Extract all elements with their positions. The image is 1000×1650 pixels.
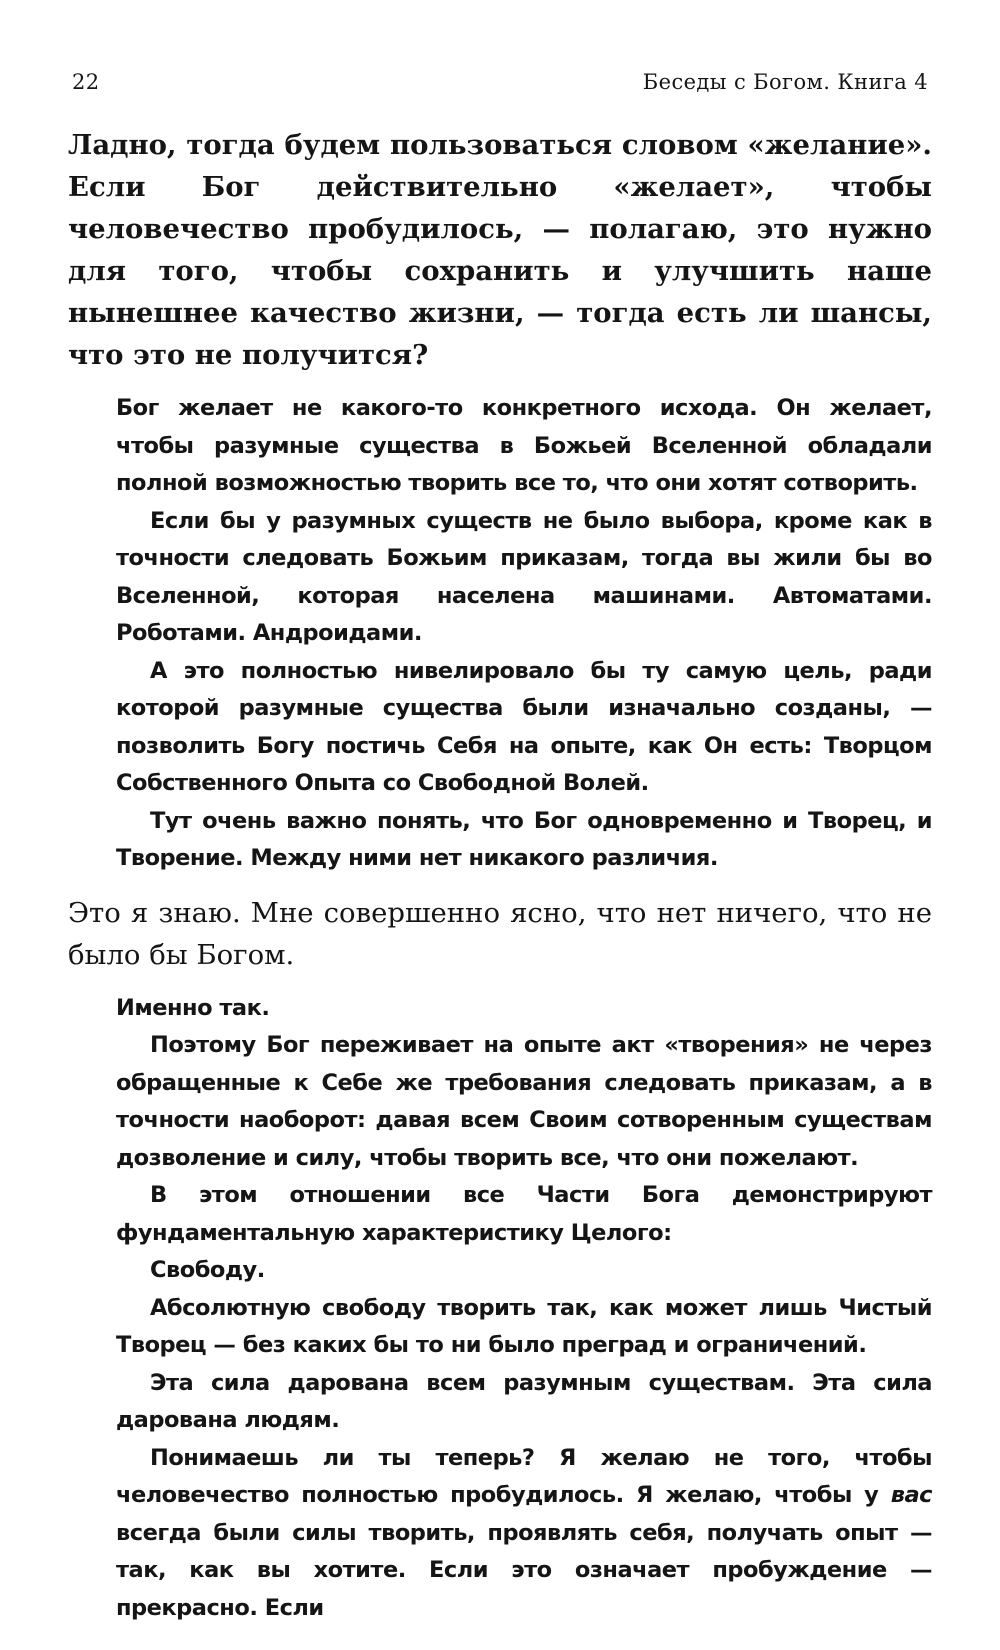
answer-text: всегда были силы творить, проявлять себя, получать опыт — так, как вы хотите. Если это означает пробуждение — прекрасно. Если [116,1519,932,1621]
answer-paragraph: Свободу. [150,1257,265,1283]
answer-text: Понимаешь ли ты теперь? Я желаю не того, чтобы человечество полностью пробудилось. Я желаю, чтобы у [116,1444,932,1508]
reply-paragraph: Это я знаю. Мне совершенно ясно, что нет ничего, что не было бы Богом. [68,896,932,971]
emphasis-word: вас [890,1482,932,1508]
answer-block-2 [68,990,932,1628]
answer-paragraph: Эта сила дарована всем разумным существам. Эта сила дарована людям. [116,1369,932,1433]
answer-paragraph: В этом отношении все Части Бога демонстрируют фундаментальную характеристику Целого: [116,1182,932,1246]
running-title: Беседы с Богом. Книга 4 [642,70,928,94]
answer-paragraph: Поэтому Бог переживает на опыте акт «творения» не через обращенные к Себе же требования следовать приказам, а в точности наоборот: давая всем Своим сотворенным существам дозволение и силу, чтобы творить все, что они пожелают. [116,1032,932,1171]
answer-paragraph: Именно так. [116,994,270,1021]
running-head [72,70,928,94]
answer-paragraph: Бог желает не какого-то конкретного исхода. Он желает, чтобы разумные существа в Божьей Вселенной обладали полной возможностью творить все то, что они хотят сотворить. [116,395,932,496]
answer-block-1 [68,390,932,878]
answer-paragraph: Если бы у разумных существ не было выбора, кроме как в точности следовать Божьим приказам, тогда вы жили бы во Вселенной, которая населена машинами. Автоматами. Роботами. Андроидами. [116,507,932,646]
question-paragraph: Ладно, тогда будем пользоваться словом «желание». Если Бог действительно «желает», чтобы человечество пробудилось, — полагаю, это нужно для того, чтобы сохранить и улучшить наше нынешнее качество жизни, — тогда есть ли шансы, что это не получится? [68,129,932,371]
answer-paragraph: А это полностью нивелировало бы ту самую цель, ради которой разумные существа были изначально созданы, — позволить Богу постичь Себя на опыте, как Он есть: Творцом Собственного Опыта со Свободной Волей. [116,657,932,796]
answer-paragraph: Абсолютную свободу творить так, как может лишь Чистый Творец — без каких бы то ни было преград и ограничений. [116,1294,932,1358]
page-number: 22 [72,70,100,94]
answer-paragraph [68,1440,932,1628]
answer-paragraph: Тут очень важно понять, что Бог одновременно и Творец, и Творение. Между ними нет никакого различия. [116,807,932,871]
